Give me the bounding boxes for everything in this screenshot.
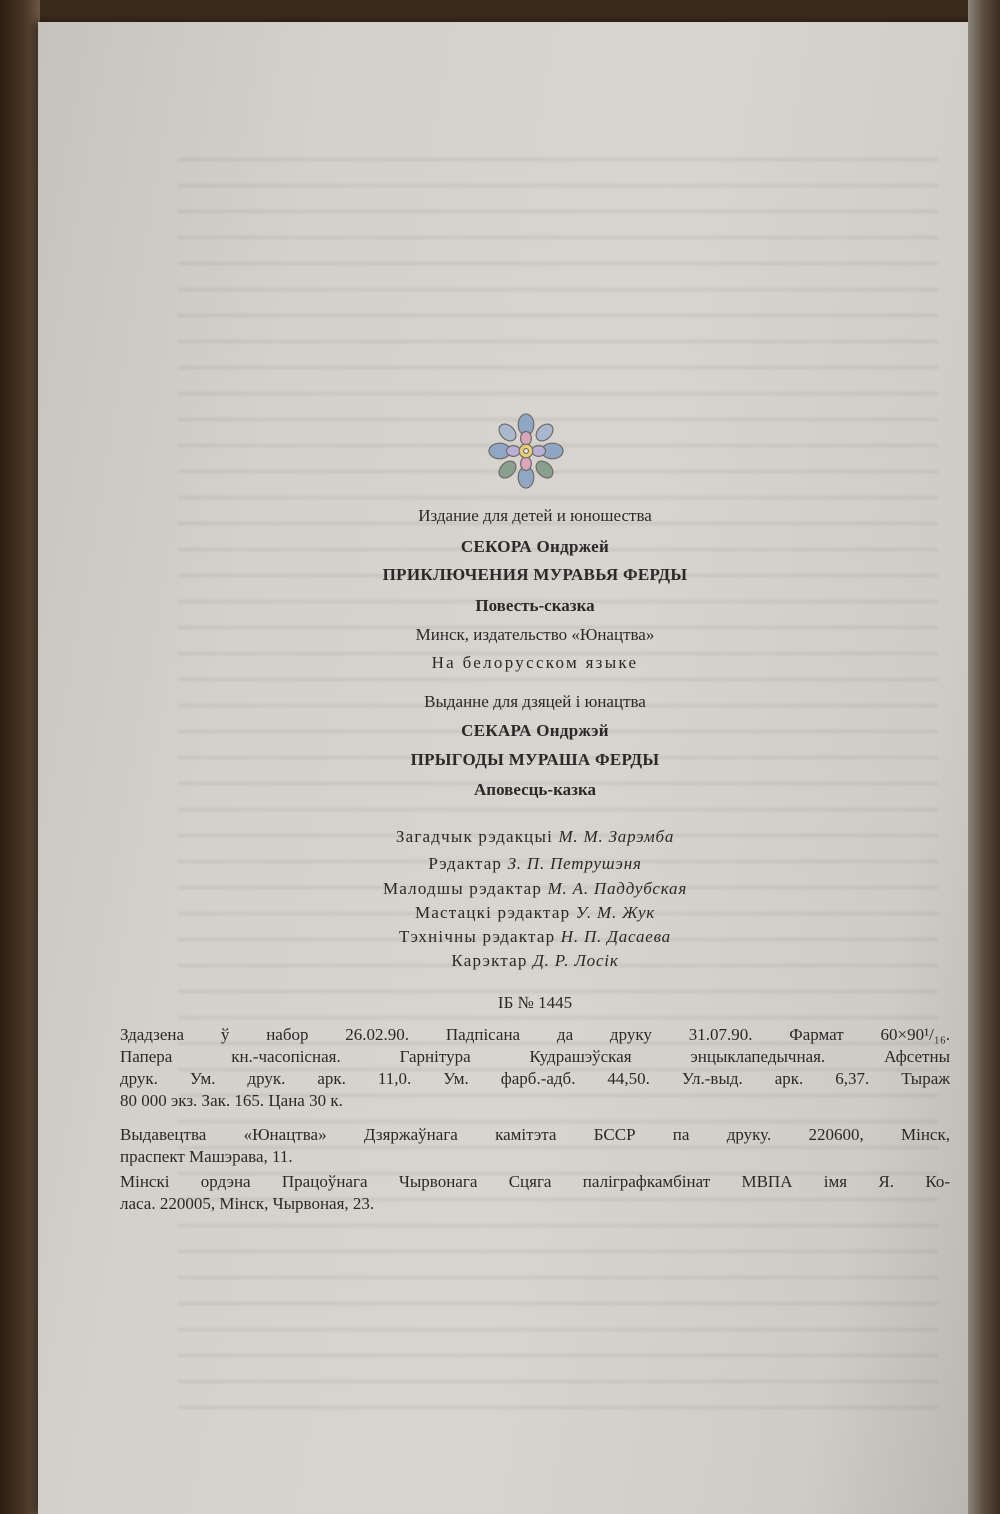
audience-be: Выданне для дзяцей і юнацтва: [424, 692, 646, 711]
genre-ru: Повесть-сказка: [475, 596, 595, 615]
printer-address-line: ласа. 220005, Мінск, Чырвоная, 23.: [120, 1194, 375, 1213]
author-be: СЕКАРА Ондржэй: [461, 721, 609, 740]
flower-ornament-icon: [487, 412, 565, 490]
credit-line: [120, 827, 950, 847]
credit-name: Н. П. Дасаева: [560, 927, 671, 946]
credit-line: [120, 879, 950, 899]
book-spine-shadow: [0, 0, 40, 1514]
publisher-address-line: Выдавецтва «Юнацтва» Дзяржаўнага камітэта БССР па друку. 220600, Мінск,: [120, 1125, 950, 1144]
publisher-ru: Минск, издательство «Юнацтва»: [415, 625, 655, 644]
title-be: ПРЫГОДЫ МУРАША ФЕРДЫ: [410, 750, 660, 769]
credit-line: [120, 854, 950, 874]
author-ru: СЕКОРА Ондржей: [460, 537, 610, 556]
print-details-line: Папера кн.-часопісная. Гарнітура Кудрашэўская энцыклапедычная. Афсетны: [120, 1047, 950, 1066]
audience-ru: Издание для детей и юношества: [418, 506, 652, 525]
print-details-line: 80 000 экз. Зак. 165. Цана 30 к.: [120, 1091, 343, 1110]
credit-line: [120, 951, 950, 971]
publisher-address-line: праспект Машэрава, 11.: [120, 1147, 293, 1166]
language-note: На белорусском языке: [431, 653, 639, 672]
credit-name: М. А. Паддубская: [547, 879, 688, 898]
credit-role: Карэктар: [451, 951, 528, 970]
credit-line: [120, 903, 950, 923]
credit-role: Тэхнічны рэдактар: [399, 927, 556, 946]
credit-role: Загадчык рэдакцыі: [395, 827, 554, 846]
credit-name: М. М. Зарэмба: [558, 827, 675, 846]
credit-role: Рэдактар: [428, 854, 503, 873]
title-ru: ПРИКЛЮЧЕНИЯ МУРАВЬЯ ФЕРДЫ: [382, 565, 688, 584]
credit-name: З. П. Петрушэня: [507, 854, 642, 873]
credit-name: Д. Р. Лосік: [533, 951, 619, 970]
print-details-line: друк. Ум. друк. арк. 11,0. Ум. фарб.-адб. 44,50. Ул.-выд. арк. 6,37. Тыраж: [120, 1069, 950, 1088]
credit-role: Малодшы рэдактар: [382, 879, 543, 898]
print-details-line: Здадзена ў набор 26.02.90. Падпісана да друку 31.07.90. Фармат 60×90¹/₁₆.: [120, 1025, 950, 1044]
printer-address-line: Мінскі ордэна Працоўнага Чырвонага Сцяга паліграфкамбінат МВПА імя Я. Ко-: [120, 1172, 950, 1191]
credit-line: [120, 927, 950, 947]
credit-role: Мастацкі рэдактар: [414, 903, 571, 922]
page-edge-right: [968, 0, 1000, 1514]
credit-name: У. М. Жук: [575, 903, 656, 922]
ib-number: ІБ № 1445: [497, 993, 573, 1012]
genre-be: Аповесць-казка: [474, 780, 596, 799]
